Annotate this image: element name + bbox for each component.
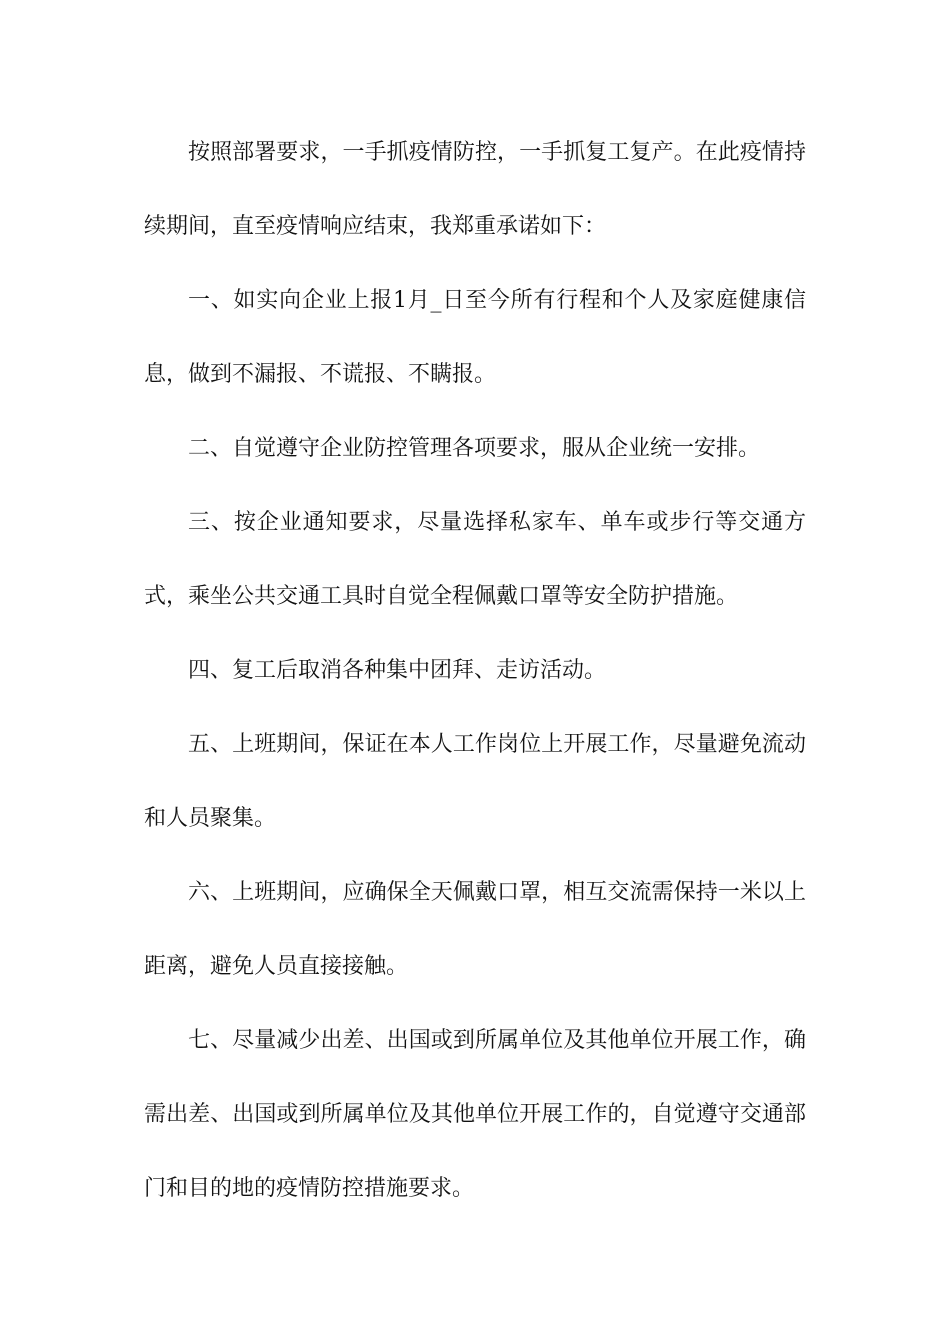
paragraph-item-6: 六、上班期间，应确保全天佩戴口罩，相互交流需保持一米以上距离，避免人员直接接触。 bbox=[144, 880, 806, 979]
paragraph-item-1: 一、如实向企业上报1月_日至今所有行程和个人及家庭健康信息，做到不漏报、不谎报、不瞒报。 bbox=[144, 288, 806, 387]
paragraph-item-7: 七、尽量减少出差、出国或到所属单位及其他单位开展工作，确需出差、出国或到所属单位及其他单位开展工作的，自觉遵守交通部门和目的地的疫情防控措施要求。 bbox=[144, 1028, 806, 1201]
paragraph-item-4: 四、复工后取消各种集中团拜、走访活动。 bbox=[188, 658, 607, 683]
paragraph-item-5: 五、上班期间，保证在本人工作岗位上开展工作，尽量避免流动和人员聚集。 bbox=[144, 732, 806, 831]
paragraph-item-3: 三、按企业通知要求，尽量选择私家车、单车或步行等交通方式，乘坐公共交通工具时自觉全程佩戴口罩等安全防护措施。 bbox=[144, 510, 806, 609]
paragraph-intro: 按照部署要求，一手抓疫情防控，一手抓复工复产。在此疫情持续期间，直至疫情响应结束，我郑重承诺如下： bbox=[144, 140, 806, 239]
paragraph-item-2: 二、自觉遵守企业防控管理各项要求，服从企业统一安排。 bbox=[188, 436, 761, 461]
document-body bbox=[144, 116, 806, 1226]
